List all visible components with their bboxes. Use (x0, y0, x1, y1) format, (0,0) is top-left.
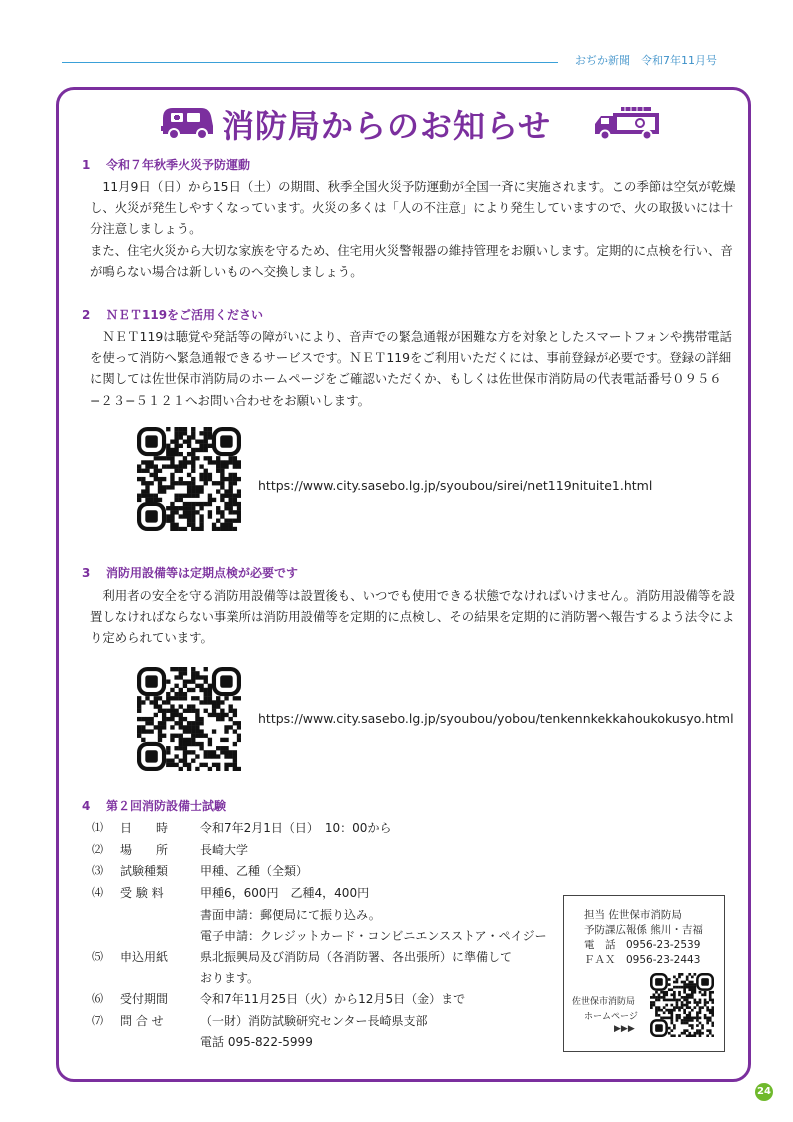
fire-truck-icon (593, 106, 663, 140)
homepage-label: 佐世保市消防局 (572, 997, 636, 1007)
section-number: 2 (82, 308, 91, 322)
exam-row-fee-electronic: 電子申請：クレジットカード・コンビニエンスストア・ペイジー (200, 929, 547, 943)
inspection-report-url[interactable]: https://www.city.sasebo.lg.jp/syoubou/yobou/tenkennkekkahoukokusyo.html (258, 711, 734, 726)
paragraph: また、住宅火災から大切な家族を守るため、住宅用火災警報器の維持管理をお願いします。定期的に点検を行い、音が鳴らない場合は新しいものへ交換しましょう。 (90, 242, 733, 279)
net119-qr-code[interactable] (137, 427, 241, 531)
page-number-badge: 24 (755, 1083, 773, 1101)
exam-row-application-cont: おります。 (200, 971, 260, 985)
exam-row-fee-paper: 書面申請：郵便局にて振り込み。 (200, 908, 381, 922)
exam-row-inquiry-phone: 電話 095-822-5999 (200, 1035, 313, 1049)
homepage-qr-code[interactable] (650, 973, 714, 1037)
ambulance-icon (157, 104, 215, 140)
section-4-heading: 4 第２回消防設備士試験 (82, 799, 227, 813)
section-number: 3 (82, 566, 91, 580)
net119-url[interactable]: https://www.city.sasebo.lg.jp/syoubou/sirei/net119nituite1.html (258, 478, 653, 493)
paragraph: 利用者の安全を守る消防用設備等は設置後も、いつでも使用できる状態でなければいけません。消防用設備等を設置しなければならない事業所は消防用設備等を定期的に点検し、その結果を定期的に消防署へ報告するよう法令により定められています。 (90, 588, 736, 646)
arrow-icon: ▶▶▶ (614, 1024, 635, 1034)
contact-box (563, 895, 725, 1052)
homepage-label-2: ホームページ (584, 1012, 638, 1022)
contact-dept: 担当 佐世保市消防局 (584, 909, 682, 921)
section-number: 4 (82, 799, 91, 813)
newsletter-header: おぢか新聞 令和7年11月号 (575, 54, 717, 67)
paragraph: ＮＥＴ119は聴覚や発話等の障がいにより、音声での緊急通報が困難な方を対象としたスマートフォンや携帯電話を使って消防へ緊急通報できるサービスです。ＮＥＴ119をご利用いただくには、事前登録が必要です。登録の詳細に関しては佐世保市消防局のホームページをご確認いただくか、もしくは佐世保市消防局の代表電話番号０９５６−２３−５１２１へお問い合わせをお願いします。 (90, 329, 732, 408)
section-number: 1 (82, 158, 91, 172)
section-2-body (90, 326, 740, 411)
contact-fax: ＦＡＸ 0956-23-2443 (584, 954, 701, 966)
contact-section: 予防課広報係 熊川・吉福 (584, 924, 703, 936)
page-title: 消防局からのお知らせ (222, 107, 552, 145)
header-rule (62, 62, 558, 63)
section-3-heading: 3 消防用設備等は定期点検が必要です (82, 566, 299, 580)
inspection-report-qr-code[interactable] (137, 667, 241, 771)
section-1-body (90, 176, 740, 282)
section-2-heading: 2 ＮＥＴ119をご活用ください (82, 308, 264, 322)
section-3-body (90, 585, 740, 649)
paragraph: 11月9日（日）から15日（土）の期間、秋季全国火災予防運動が全国一斉に実施されます。この季節は空気が乾燥し、火災が発生しやすくなっています。火災の多くは「人の不注意」により発生していますので、火の取扱いには十分注意しましょう。 (90, 179, 736, 237)
section-1-heading: 1 令和７年秋季火災予防運動 (82, 158, 251, 172)
contact-phone: 電 話 0956-23-2539 (584, 939, 701, 951)
